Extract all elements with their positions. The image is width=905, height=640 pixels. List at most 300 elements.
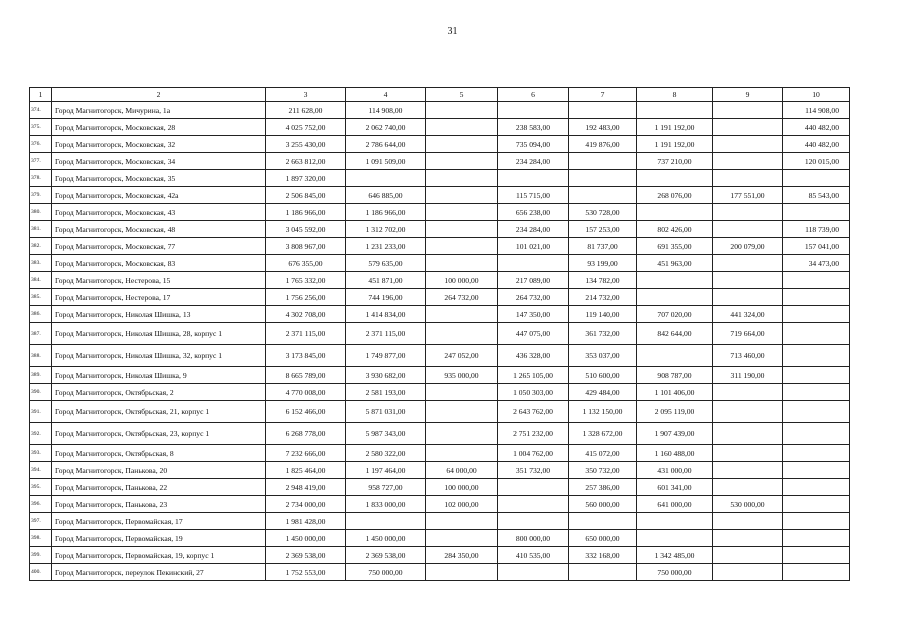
value-cell [713, 272, 783, 289]
value-cell: 361 732,00 [569, 323, 637, 345]
value-cell [637, 170, 713, 187]
value-cell: 214 732,00 [569, 289, 637, 306]
address-cell: Город Магнитогорск, Панькова, 23 [52, 496, 266, 513]
address-cell: Город Магнитогорск, Первомайская, 19, корпус 1 [52, 547, 266, 564]
value-cell: 676 355,00 [266, 255, 346, 272]
table-row [30, 384, 850, 401]
value-cell: 1 191 192,00 [637, 119, 713, 136]
value-cell: 3 808 967,00 [266, 238, 346, 255]
value-cell: 211 628,00 [266, 102, 346, 119]
value-cell: 6 152 466,00 [266, 401, 346, 423]
value-cell: 177 551,00 [713, 187, 783, 204]
value-cell: 436 328,00 [498, 345, 569, 367]
row-number: 378. [30, 170, 52, 187]
row-number: 382. [30, 238, 52, 255]
value-cell: 4 302 708,00 [266, 306, 346, 323]
value-cell [426, 564, 498, 581]
value-cell [569, 187, 637, 204]
value-cell: 530 000,00 [713, 496, 783, 513]
column-header: 8 [637, 88, 713, 102]
row-number: 385. [30, 289, 52, 306]
column-header: 7 [569, 88, 637, 102]
table-row [30, 462, 850, 479]
value-cell [426, 221, 498, 238]
value-cell: 64 000,00 [426, 462, 498, 479]
value-cell [426, 423, 498, 445]
value-cell: 1 833 000,00 [346, 496, 426, 513]
table-row [30, 221, 850, 238]
value-cell: 2 371 115,00 [266, 323, 346, 345]
value-cell [713, 530, 783, 547]
value-cell: 100 000,00 [426, 272, 498, 289]
value-cell: 100 000,00 [426, 479, 498, 496]
value-cell [713, 255, 783, 272]
value-cell: 415 072,00 [569, 445, 637, 462]
value-cell [783, 272, 850, 289]
value-cell: 410 535,00 [498, 547, 569, 564]
address-cell: Город Магнитогорск, Первомайская, 19 [52, 530, 266, 547]
value-cell: 958 727,00 [346, 479, 426, 496]
value-cell [426, 204, 498, 221]
value-cell: 102 000,00 [426, 496, 498, 513]
value-cell: 1 825 464,00 [266, 462, 346, 479]
page-number: 31 [447, 26, 458, 37]
value-cell: 147 350,00 [498, 306, 569, 323]
value-cell: 264 732,00 [426, 289, 498, 306]
value-cell: 114 908,00 [783, 102, 850, 119]
value-cell: 650 000,00 [569, 530, 637, 547]
table-row [30, 272, 850, 289]
value-cell [783, 323, 850, 345]
address-cell: Город Магнитогорск, Октябрьская, 8 [52, 445, 266, 462]
value-cell: 451 963,00 [637, 255, 713, 272]
value-cell [498, 102, 569, 119]
value-cell: 2 786 644,00 [346, 136, 426, 153]
row-number: 399. [30, 547, 52, 564]
value-cell [713, 547, 783, 564]
value-cell: 8 665 789,00 [266, 367, 346, 384]
value-cell: 2 369 538,00 [266, 547, 346, 564]
value-cell: 4 025 752,00 [266, 119, 346, 136]
value-cell: 713 460,00 [713, 345, 783, 367]
value-cell [426, 238, 498, 255]
value-cell: 1 186 966,00 [266, 204, 346, 221]
value-cell: 6 268 778,00 [266, 423, 346, 445]
value-cell: 440 482,00 [783, 119, 850, 136]
value-cell: 200 079,00 [713, 238, 783, 255]
value-cell [426, 384, 498, 401]
value-cell: 601 341,00 [637, 479, 713, 496]
value-cell: 1 981 428,00 [266, 513, 346, 530]
value-cell: 1 756 256,00 [266, 289, 346, 306]
value-cell: 3 173 845,00 [266, 345, 346, 367]
address-cell: Город Магнитогорск, Панькова, 22 [52, 479, 266, 496]
value-cell [498, 496, 569, 513]
value-cell: 579 635,00 [346, 255, 426, 272]
address-cell: Город Магнитогорск, Октябрьская, 23, корпус 1 [52, 423, 266, 445]
value-cell: 1 752 553,00 [266, 564, 346, 581]
table-row [30, 136, 850, 153]
row-number: 380. [30, 204, 52, 221]
value-cell: 268 076,00 [637, 187, 713, 204]
table-row [30, 401, 850, 423]
value-cell [783, 547, 850, 564]
value-cell: 238 583,00 [498, 119, 569, 136]
value-cell: 2 506 845,00 [266, 187, 346, 204]
value-cell [783, 530, 850, 547]
value-cell [569, 564, 637, 581]
address-cell: Город Магнитогорск, Нестерова, 17 [52, 289, 266, 306]
value-cell [783, 479, 850, 496]
table-row [30, 496, 850, 513]
value-cell: 247 052,00 [426, 345, 498, 367]
value-cell [637, 204, 713, 221]
value-cell: 2 948 419,00 [266, 479, 346, 496]
value-cell: 101 021,00 [498, 238, 569, 255]
value-cell [783, 289, 850, 306]
row-number: 377. [30, 153, 52, 170]
table-row [30, 102, 850, 119]
value-cell [426, 187, 498, 204]
value-cell: 118 739,00 [783, 221, 850, 238]
value-cell [426, 306, 498, 323]
value-cell: 691 355,00 [637, 238, 713, 255]
value-cell [713, 136, 783, 153]
row-number: 375. [30, 119, 52, 136]
table-row [30, 187, 850, 204]
address-cell: Город Магнитогорск, Московская, 35 [52, 170, 266, 187]
row-number: 392. [30, 423, 52, 445]
table-row [30, 367, 850, 384]
address-cell: Город Магнитогорск, Московская, 34 [52, 153, 266, 170]
value-cell [783, 345, 850, 367]
value-cell: 530 728,00 [569, 204, 637, 221]
value-cell: 719 664,00 [713, 323, 783, 345]
value-cell [498, 479, 569, 496]
column-header: 6 [498, 88, 569, 102]
value-cell: 1 450 000,00 [346, 530, 426, 547]
value-cell: 2 751 232,00 [498, 423, 569, 445]
value-cell: 656 238,00 [498, 204, 569, 221]
value-cell: 440 482,00 [783, 136, 850, 153]
address-cell: Город Магнитогорск, Николая Шишка, 13 [52, 306, 266, 323]
address-cell: Город Магнитогорск, Московская, 83 [52, 255, 266, 272]
value-cell: 234 284,00 [498, 221, 569, 238]
value-cell [783, 170, 850, 187]
value-cell: 1 132 150,00 [569, 401, 637, 423]
value-cell [426, 170, 498, 187]
row-number: 384. [30, 272, 52, 289]
value-cell [713, 221, 783, 238]
address-cell: Город Магнитогорск, Московская, 77 [52, 238, 266, 255]
table-row [30, 119, 850, 136]
value-cell [713, 462, 783, 479]
value-cell: 1 186 966,00 [346, 204, 426, 221]
value-cell: 353 037,00 [569, 345, 637, 367]
value-cell [783, 496, 850, 513]
row-number: 374. [30, 102, 52, 119]
value-cell [783, 513, 850, 530]
table-row [30, 564, 850, 581]
value-cell [783, 564, 850, 581]
table-row [30, 513, 850, 530]
address-cell: Город Магнитогорск, Московская, 32 [52, 136, 266, 153]
value-cell [713, 479, 783, 496]
value-cell [346, 170, 426, 187]
table-row [30, 289, 850, 306]
value-cell: 1 897 320,00 [266, 170, 346, 187]
value-cell: 1 004 762,00 [498, 445, 569, 462]
value-cell [426, 445, 498, 462]
value-cell [569, 170, 637, 187]
address-cell: Город Магнитогорск, Нестерова, 15 [52, 272, 266, 289]
value-cell: 2 369 538,00 [346, 547, 426, 564]
value-cell: 217 089,00 [498, 272, 569, 289]
value-cell [498, 564, 569, 581]
value-cell [569, 513, 637, 530]
table-body [30, 88, 850, 581]
address-cell: Город Магнитогорск, Панькова, 20 [52, 462, 266, 479]
value-cell: 5 987 343,00 [346, 423, 426, 445]
value-cell: 257 386,00 [569, 479, 637, 496]
value-cell [426, 136, 498, 153]
value-cell: 2 580 322,00 [346, 445, 426, 462]
value-cell [637, 102, 713, 119]
table-row [30, 255, 850, 272]
table-row [30, 479, 850, 496]
value-cell [713, 401, 783, 423]
value-cell [637, 272, 713, 289]
row-number: 391. [30, 401, 52, 423]
value-cell [346, 513, 426, 530]
data-table [29, 87, 850, 581]
value-cell: 750 000,00 [637, 564, 713, 581]
value-cell [713, 204, 783, 221]
value-cell [637, 345, 713, 367]
value-cell [426, 401, 498, 423]
row-number: 386. [30, 306, 52, 323]
value-cell: 441 324,00 [713, 306, 783, 323]
value-cell: 750 000,00 [346, 564, 426, 581]
column-header: 3 [266, 88, 346, 102]
value-cell: 3 045 592,00 [266, 221, 346, 238]
value-cell [498, 255, 569, 272]
value-cell: 707 020,00 [637, 306, 713, 323]
table-row [30, 530, 850, 547]
value-cell: 119 140,00 [569, 306, 637, 323]
value-cell: 85 543,00 [783, 187, 850, 204]
column-header: 1 [30, 88, 52, 102]
value-cell [426, 102, 498, 119]
value-cell [783, 401, 850, 423]
row-number: 390. [30, 384, 52, 401]
row-number: 383. [30, 255, 52, 272]
value-cell: 1 312 702,00 [346, 221, 426, 238]
row-number: 394. [30, 462, 52, 479]
value-cell [783, 384, 850, 401]
address-cell: Город Магнитогорск, Московская, 28 [52, 119, 266, 136]
value-cell: 157 253,00 [569, 221, 637, 238]
address-cell: Город Магнитогорск, Первомайская, 17 [52, 513, 266, 530]
table-row [30, 423, 850, 445]
value-cell [713, 445, 783, 462]
value-cell [783, 204, 850, 221]
value-cell [713, 102, 783, 119]
value-cell: 447 075,00 [498, 323, 569, 345]
value-cell: 510 600,00 [569, 367, 637, 384]
value-cell: 157 041,00 [783, 238, 850, 255]
row-number: 396. [30, 496, 52, 513]
value-cell [783, 367, 850, 384]
value-cell: 1 414 834,00 [346, 306, 426, 323]
value-cell: 1 231 233,00 [346, 238, 426, 255]
value-cell [637, 289, 713, 306]
value-cell: 3 255 430,00 [266, 136, 346, 153]
value-cell: 735 094,00 [498, 136, 569, 153]
value-cell: 744 196,00 [346, 289, 426, 306]
value-cell: 1 450 000,00 [266, 530, 346, 547]
value-cell [713, 170, 783, 187]
row-number: 381. [30, 221, 52, 238]
row-number: 397. [30, 513, 52, 530]
value-cell: 114 908,00 [346, 102, 426, 119]
value-cell: 429 484,00 [569, 384, 637, 401]
row-number: 395. [30, 479, 52, 496]
column-header: 2 [52, 88, 266, 102]
value-cell: 93 199,00 [569, 255, 637, 272]
header-row [30, 88, 850, 102]
value-cell: 2 734 000,00 [266, 496, 346, 513]
value-cell: 1 765 332,00 [266, 272, 346, 289]
row-number: 389. [30, 367, 52, 384]
table-row [30, 345, 850, 367]
table-row [30, 445, 850, 462]
value-cell: 1 050 303,00 [498, 384, 569, 401]
value-cell: 81 737,00 [569, 238, 637, 255]
value-cell [498, 513, 569, 530]
value-cell: 641 000,00 [637, 496, 713, 513]
column-header: 9 [713, 88, 783, 102]
value-cell: 192 483,00 [569, 119, 637, 136]
table-row [30, 170, 850, 187]
table-row [30, 306, 850, 323]
value-cell [426, 255, 498, 272]
value-cell: 115 715,00 [498, 187, 569, 204]
value-cell [637, 530, 713, 547]
value-cell [713, 289, 783, 306]
address-cell: Город Магнитогорск, Московская, 43 [52, 204, 266, 221]
value-cell: 3 930 682,00 [346, 367, 426, 384]
value-cell: 908 787,00 [637, 367, 713, 384]
value-cell [713, 153, 783, 170]
column-header: 4 [346, 88, 426, 102]
value-cell: 234 284,00 [498, 153, 569, 170]
value-cell: 800 000,00 [498, 530, 569, 547]
value-cell [637, 513, 713, 530]
value-cell: 7 232 666,00 [266, 445, 346, 462]
value-cell [498, 170, 569, 187]
value-cell [569, 153, 637, 170]
address-cell: Город Магнитогорск, Николая Шишка, 28, корпус 1 [52, 323, 266, 345]
address-cell: Город Магнитогорск, Николая Шишка, 32, корпус 1 [52, 345, 266, 367]
address-cell: Город Магнитогорск, Николая Шишка, 9 [52, 367, 266, 384]
value-cell: 4 770 008,00 [266, 384, 346, 401]
value-cell [713, 423, 783, 445]
table-row [30, 323, 850, 345]
address-cell: Город Магнитогорск, Московская, 48 [52, 221, 266, 238]
value-cell: 332 168,00 [569, 547, 637, 564]
value-cell: 1 328 672,00 [569, 423, 637, 445]
value-cell: 1 265 105,00 [498, 367, 569, 384]
table-row [30, 153, 850, 170]
value-cell: 1 749 877,00 [346, 345, 426, 367]
value-cell [426, 119, 498, 136]
value-cell: 2 581 193,00 [346, 384, 426, 401]
value-cell [426, 513, 498, 530]
value-cell [783, 462, 850, 479]
value-cell [426, 530, 498, 547]
value-cell: 451 871,00 [346, 272, 426, 289]
column-header: 10 [783, 88, 850, 102]
value-cell: 2 062 740,00 [346, 119, 426, 136]
column-header: 5 [426, 88, 498, 102]
value-cell: 120 015,00 [783, 153, 850, 170]
value-cell [713, 384, 783, 401]
table-row [30, 204, 850, 221]
table-row [30, 238, 850, 255]
row-number: 398. [30, 530, 52, 547]
value-cell: 842 644,00 [637, 323, 713, 345]
address-cell: Город Магнитогорск, Октябрьская, 21, корпус 1 [52, 401, 266, 423]
value-cell: 431 000,00 [637, 462, 713, 479]
value-cell: 134 782,00 [569, 272, 637, 289]
value-cell: 1 197 464,00 [346, 462, 426, 479]
value-cell: 935 000,00 [426, 367, 498, 384]
value-cell [783, 423, 850, 445]
value-cell: 264 732,00 [498, 289, 569, 306]
value-cell [713, 119, 783, 136]
value-cell: 2 371 115,00 [346, 323, 426, 345]
value-cell [426, 323, 498, 345]
value-cell: 311 190,00 [713, 367, 783, 384]
value-cell: 34 473,00 [783, 255, 850, 272]
table-row [30, 547, 850, 564]
value-cell: 350 732,00 [569, 462, 637, 479]
row-number: 388. [30, 345, 52, 367]
value-cell [713, 564, 783, 581]
value-cell: 419 876,00 [569, 136, 637, 153]
value-cell: 284 350,00 [426, 547, 498, 564]
value-cell: 2 643 762,00 [498, 401, 569, 423]
value-cell [783, 445, 850, 462]
value-cell [426, 153, 498, 170]
value-cell: 1 091 509,00 [346, 153, 426, 170]
value-cell: 1 160 488,00 [637, 445, 713, 462]
row-number: 376. [30, 136, 52, 153]
value-cell: 1 191 192,00 [637, 136, 713, 153]
value-cell: 5 871 031,00 [346, 401, 426, 423]
value-cell: 351 732,00 [498, 462, 569, 479]
value-cell: 2 663 812,00 [266, 153, 346, 170]
value-cell [569, 102, 637, 119]
value-cell: 560 000,00 [569, 496, 637, 513]
value-cell [713, 513, 783, 530]
row-number: 400. [30, 564, 52, 581]
row-number: 387. [30, 323, 52, 345]
value-cell [783, 306, 850, 323]
address-cell: Город Магнитогорск, Московская, 42а [52, 187, 266, 204]
value-cell: 1 342 485,00 [637, 547, 713, 564]
